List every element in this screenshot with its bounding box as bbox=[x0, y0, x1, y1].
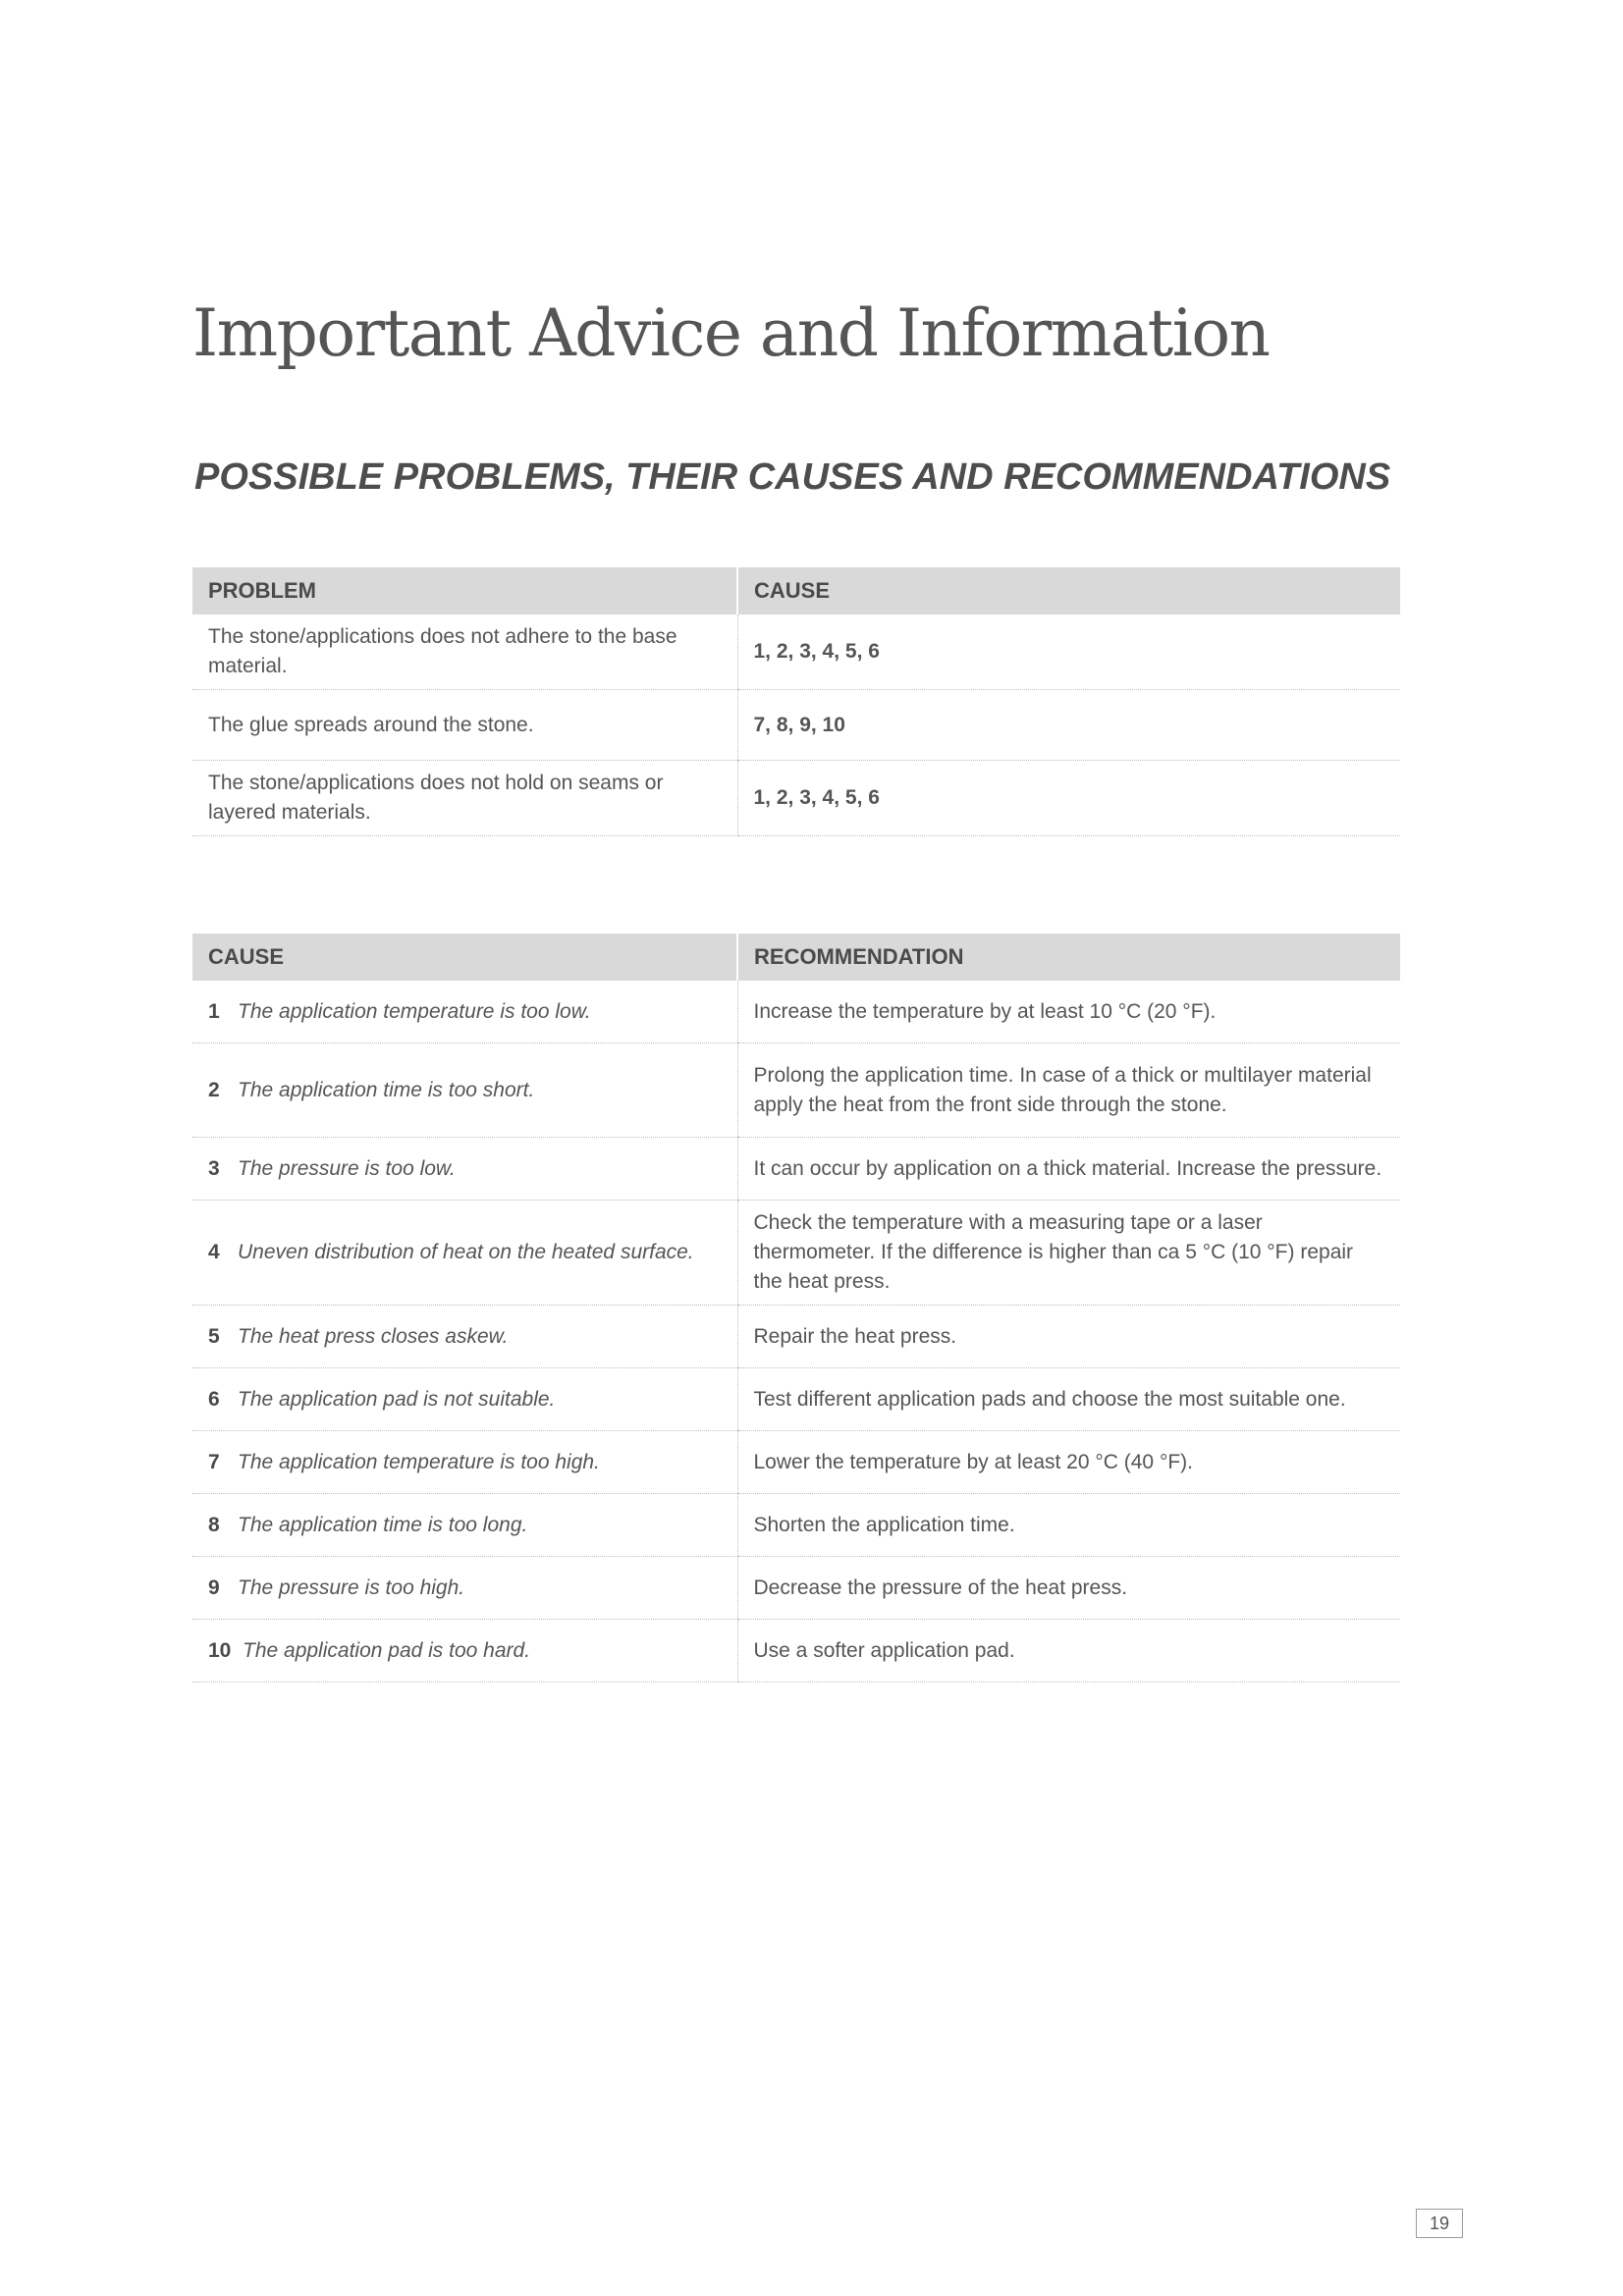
cause-number: 5 bbox=[208, 1324, 220, 1348]
cause-cell bbox=[192, 1368, 737, 1431]
cause-text: The pressure is too low. bbox=[238, 1156, 456, 1180]
recommendation-cell: Repair the heat press. bbox=[737, 1306, 1400, 1368]
table-row bbox=[192, 1494, 1400, 1557]
cause-cell bbox=[192, 981, 737, 1043]
cause-cell bbox=[192, 1306, 737, 1368]
cause-number: 10 bbox=[208, 1638, 232, 1662]
table-row bbox=[192, 1620, 1400, 1682]
cause-cell bbox=[192, 1557, 737, 1620]
cause-number: 9 bbox=[208, 1575, 220, 1599]
cause-number: 4 bbox=[208, 1241, 220, 1263]
recommendation-cell: Prolong the application time. In case of a thick or multilayer material apply the heat from the front side through the stone. bbox=[737, 1043, 1400, 1138]
table-row bbox=[192, 1557, 1400, 1620]
cause-cell bbox=[192, 1201, 737, 1306]
cause-number: 8 bbox=[208, 1513, 220, 1536]
problem-table-header-row bbox=[192, 567, 1400, 614]
cause-cell bbox=[192, 1494, 737, 1557]
recommendation-cell: Test different application pads and choose the most suitable one. bbox=[737, 1368, 1400, 1431]
recommendation-cell: Check the temperature with a measuring tape or a laser thermometer. If the difference is higher than ca 5 °C (10 °F) repair the heat press. bbox=[737, 1201, 1400, 1306]
table-row bbox=[192, 1201, 1400, 1306]
cause-text: The pressure is too high. bbox=[238, 1575, 465, 1599]
cause-numbers-cell: 1, 2, 3, 4, 5, 6 bbox=[737, 614, 1400, 690]
recommendation-cell: Decrease the pressure of the heat press. bbox=[737, 1557, 1400, 1620]
cause-text: The application temperature is too low. bbox=[238, 999, 591, 1023]
table-row bbox=[192, 1306, 1400, 1368]
column-header-cause: CAUSE bbox=[192, 934, 737, 981]
cause-number: 7 bbox=[208, 1450, 220, 1473]
cause-cell bbox=[192, 1431, 737, 1494]
table-row bbox=[192, 761, 1400, 836]
cause-number: 3 bbox=[208, 1156, 220, 1180]
column-header-problem: PROBLEM bbox=[192, 567, 737, 614]
cause-text: The application pad is too hard. bbox=[243, 1638, 531, 1662]
cause-number: 1 bbox=[208, 999, 220, 1023]
problem-cell: The stone/applications does not hold on seams or layered materials. bbox=[192, 761, 737, 836]
cause-text: Uneven distribution of heat on the heated surface. bbox=[238, 1241, 694, 1263]
cause-table bbox=[192, 934, 1400, 1682]
table-row bbox=[192, 1431, 1400, 1494]
cause-numbers-cell: 7, 8, 9, 10 bbox=[737, 690, 1400, 761]
cause-text: The application time is too long. bbox=[238, 1513, 528, 1536]
problem-table bbox=[192, 567, 1400, 836]
table-row bbox=[192, 1138, 1400, 1201]
cause-text: The heat press closes askew. bbox=[238, 1324, 509, 1348]
column-header-recommendation: RECOMMENDATION bbox=[737, 934, 1400, 981]
table-row bbox=[192, 1043, 1400, 1138]
section-heading: POSSIBLE PROBLEMS, THEIR CAUSES AND RECOMMENDATIONS bbox=[194, 456, 1391, 498]
recommendation-cell: Lower the temperature by at least 20 °C (40 °F). bbox=[737, 1431, 1400, 1494]
cause-cell bbox=[192, 1620, 737, 1682]
cause-text: The application pad is not suitable. bbox=[238, 1387, 556, 1411]
cause-cell bbox=[192, 1043, 737, 1138]
cause-table-header-row bbox=[192, 934, 1400, 981]
recommendation-cell: It can occur by application on a thick material. Increase the pressure. bbox=[737, 1138, 1400, 1201]
table-row bbox=[192, 690, 1400, 761]
cause-number: 2 bbox=[208, 1078, 220, 1101]
cause-numbers-cell: 1, 2, 3, 4, 5, 6 bbox=[737, 761, 1400, 836]
cause-number: 6 bbox=[208, 1387, 220, 1411]
table-row bbox=[192, 981, 1400, 1043]
recommendation-cell: Shorten the application time. bbox=[737, 1494, 1400, 1557]
cause-text: The application time is too short. bbox=[238, 1078, 535, 1101]
table-row bbox=[192, 1368, 1400, 1431]
cause-cell bbox=[192, 1138, 737, 1201]
page-title: Important Advice and Information bbox=[192, 295, 1270, 371]
problem-cell: The glue spreads around the stone. bbox=[192, 690, 737, 761]
problem-cell: The stone/applications does not adhere to the base material. bbox=[192, 614, 737, 690]
cause-text: The application temperature is too high. bbox=[238, 1450, 600, 1473]
recommendation-cell: Increase the temperature by at least 10 °C (20 °F). bbox=[737, 981, 1400, 1043]
page-number: 19 bbox=[1416, 2209, 1463, 2238]
table-row bbox=[192, 614, 1400, 690]
recommendation-cell: Use a softer application pad. bbox=[737, 1620, 1400, 1682]
column-header-cause: CAUSE bbox=[737, 567, 1400, 614]
